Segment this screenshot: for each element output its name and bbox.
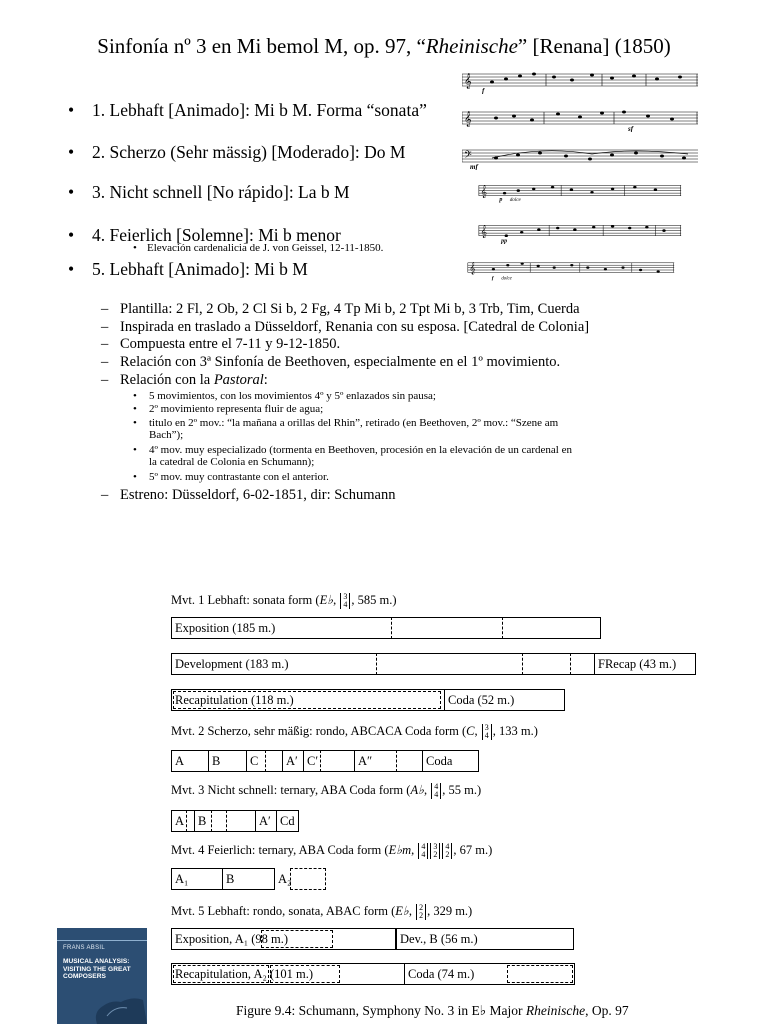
dynamic-mark: sf <box>628 125 634 132</box>
section-divider <box>354 750 355 772</box>
form-cell: A₁ <box>175 872 189 886</box>
form-cell: C′ <box>307 754 319 768</box>
coda1-label: Coda (52 m.) <box>448 693 515 707</box>
form-cell: A′ <box>286 754 298 768</box>
recap5-box: Recapitulation, A₂ (101 m.) <box>171 963 575 985</box>
svg-text:𝄞: 𝄞 <box>469 262 476 275</box>
movement-2: • 2. Scherzo (Sehr mässig) [Moderado]: Do M <box>68 142 406 162</box>
detail-estreno: – Estreno: Düsseldorf, 6-02-1851, dir: Schumann <box>101 487 396 503</box>
expression-mark: dolce <box>509 196 521 203</box>
violin-icon <box>87 986 147 1024</box>
exposition5-box: Exposition, A₁ (98 m.) <box>171 928 396 950</box>
dynamic-mark: p <box>499 196 503 203</box>
section-divider <box>502 617 503 639</box>
svg-text:𝄞: 𝄞 <box>464 74 472 89</box>
section-divider <box>274 868 275 890</box>
form-cell: A <box>175 754 185 768</box>
pastoral-item-continuation: la catedral de Colonia en Schumann); <box>149 456 315 468</box>
book-cover-thumbnail <box>57 928 147 1024</box>
meter: 3 2 <box>430 843 440 859</box>
coda5-label: Coda (74 m.) <box>408 967 475 981</box>
section-divider <box>276 810 277 832</box>
form-cell: Coda <box>426 754 453 768</box>
recap-dashed-region <box>270 965 340 983</box>
detail-beethoven: – Relación con 3ª Sinfonía de Beethoven, especialmente en el 1º movimiento. <box>101 354 561 370</box>
recapitulation-box: Recapitulation (118 m.) <box>171 689 565 711</box>
svg-text:𝄞: 𝄞 <box>480 224 488 238</box>
section-divider <box>522 653 523 675</box>
book-title: MUSICAL ANALYSIS: VISITING THE GREAT COMPOSERS <box>63 958 131 981</box>
expression-mark: dolce <box>501 276 512 282</box>
recap-dashed-region <box>173 691 441 709</box>
section-divider <box>265 750 266 772</box>
pastoral-item-continuation: Bach”); <box>149 429 184 441</box>
score-incipit-2 <box>462 108 698 132</box>
frecap-label: FRecap (43 m.) <box>598 657 677 671</box>
mvt1-heading: Mvt. 1 Lebhaft: sonata form (E♭, 3 4 , 585 m.) <box>171 592 397 610</box>
detail-pastoral: – Relación con la Pastoral: <box>101 372 268 388</box>
detail-compuesta: – Compuesta entre el 7-11 y 9-12-1850. <box>101 336 341 352</box>
dynamic-mark: pp <box>501 238 508 245</box>
score-incipit-3 <box>462 146 698 170</box>
section-divider <box>186 810 187 832</box>
detail-plantilla: – Plantilla: 2 Fl, 2 Ob, 2 Cl Si b, 2 Fg, 4 Tp Mi b, 2 Tpt Mi b, 3 Trb, Tim, Cuerda <box>101 301 580 317</box>
section-divider <box>422 750 423 772</box>
figure-caption: Figure 9.4: Schumann, Symphony No. 3 in E♭ Major Rheinische, Op. 97 <box>236 1003 629 1018</box>
recap-dashed-region <box>173 965 269 983</box>
svg-text:𝄞: 𝄞 <box>480 184 488 198</box>
mvt2-heading: Mvt. 2 Scherzo, sehr mäßig: rondo, ABCACA Coda form (C, 3 4 , 133 m.) <box>171 723 538 741</box>
section-dashed-region <box>261 930 333 948</box>
section-divider <box>303 750 304 772</box>
coda-dashed-region <box>290 868 326 890</box>
meter: 4 4 <box>431 783 441 799</box>
dynamic-mark: f <box>491 275 494 282</box>
mvt3-heading: Mvt. 3 Nicht schnell: ternary, ABA Coda form (A♭, 4 4 , 55 m.) <box>171 782 482 800</box>
meter: 4 2 <box>442 843 452 859</box>
section-divider <box>246 750 247 772</box>
movement-5: • 5. Lebhaft [Animado]: Mi b M <box>68 259 308 279</box>
score-incipit-5 <box>462 222 698 246</box>
pastoral-item: • 4º mov. muy especializado (tormenta en Beethoven, procesión en la elevación de un cardenal en <box>133 444 572 456</box>
dynamic-mark: mf <box>470 163 478 170</box>
pastoral-item: • 5 movimientos, con los movimientos 4º y 5º enlazados sin pausa; <box>133 390 436 402</box>
form-cell: Cd <box>280 814 295 828</box>
svg-text:𝄢: 𝄢 <box>464 149 472 163</box>
meter: 2 2 <box>416 904 426 920</box>
movement-4: • 4. Feierlich [Solemne]: Mi b menor <box>68 225 341 245</box>
score-incipit-6 <box>442 258 700 282</box>
section-divider <box>376 653 377 675</box>
form-cell: A″ <box>358 754 373 768</box>
section-divider <box>570 653 571 675</box>
exposition-box: Exposition (185 m.) <box>171 617 601 639</box>
svg-text:𝄞: 𝄞 <box>464 112 472 127</box>
section-divider <box>211 810 212 832</box>
section-divider <box>594 653 595 675</box>
pastoral-item: • titulo en 2º mov.: “la mañana a orillas del Rhin”, retirado (en Beethoven, 2º mov.: “Szene am <box>133 417 559 429</box>
movement-3: • 3. Nicht schnell [No rápido]: La b M <box>68 182 350 202</box>
development-box: Development (183 m.) <box>171 653 696 675</box>
section-divider <box>194 810 195 832</box>
form-cell: B <box>212 754 221 768</box>
mvt4-heading: Mvt. 4 Feierlich: ternary, ABA Coda form (E♭m, 4 43 24 2 , 67 m.) <box>171 842 493 860</box>
score-incipit-4 <box>462 182 698 206</box>
section-divider <box>391 617 392 639</box>
section-divider <box>320 750 321 772</box>
section-divider <box>396 750 397 772</box>
book-author: FRANS ABSIL <box>63 945 105 951</box>
coda-dashed-region <box>507 965 573 983</box>
section-divider <box>255 810 256 832</box>
meter: 4 4 <box>418 843 428 859</box>
pastoral-item: • 5º mov. muy contrastante con el anterior. <box>133 471 329 483</box>
section-divider <box>282 750 283 772</box>
section-divider <box>222 868 223 890</box>
section-divider <box>226 810 227 832</box>
dev5-box: Dev., B (56 m.) <box>396 928 574 950</box>
form-cell: B <box>226 872 235 886</box>
section-divider <box>444 689 445 711</box>
cover-stripe <box>57 940 147 941</box>
score-incipit-1 <box>462 70 698 94</box>
form-cell: B <box>198 814 207 828</box>
section-divider <box>404 963 405 985</box>
form-cell: A <box>175 814 185 828</box>
detail-inspirada: – Inspirada en traslado a Düsseldorf, Renania con su esposa. [Catedral de Colonia] <box>101 319 590 335</box>
form-cell: A₂ <box>278 872 292 886</box>
meter: 3 4 <box>482 724 492 740</box>
meter: 3 4 <box>340 593 350 609</box>
movement-4-note: • Elevación cardenalicia de J. von Geissel, 12-11-1850. <box>133 242 384 254</box>
movement-1: • 1. Lebhaft [Animado]: Mi b M. Forma “sonata” <box>68 100 427 120</box>
mvt5-heading: Mvt. 5 Lebhaft: rondo, sonata, ABAC form (E♭, 2 2 , 329 m.) <box>171 903 473 921</box>
dynamic-mark: f <box>482 87 485 94</box>
section-divider <box>208 750 209 772</box>
pastoral-item: • 2º movimiento representa fluir de agua; <box>133 403 324 415</box>
page-title: Sinfonía nº 3 en Mi bemol M, op. 97, “Rheinische” [Renana] (1850) <box>97 34 671 58</box>
form-cell: A′ <box>259 814 271 828</box>
form-cell: C <box>250 754 259 768</box>
